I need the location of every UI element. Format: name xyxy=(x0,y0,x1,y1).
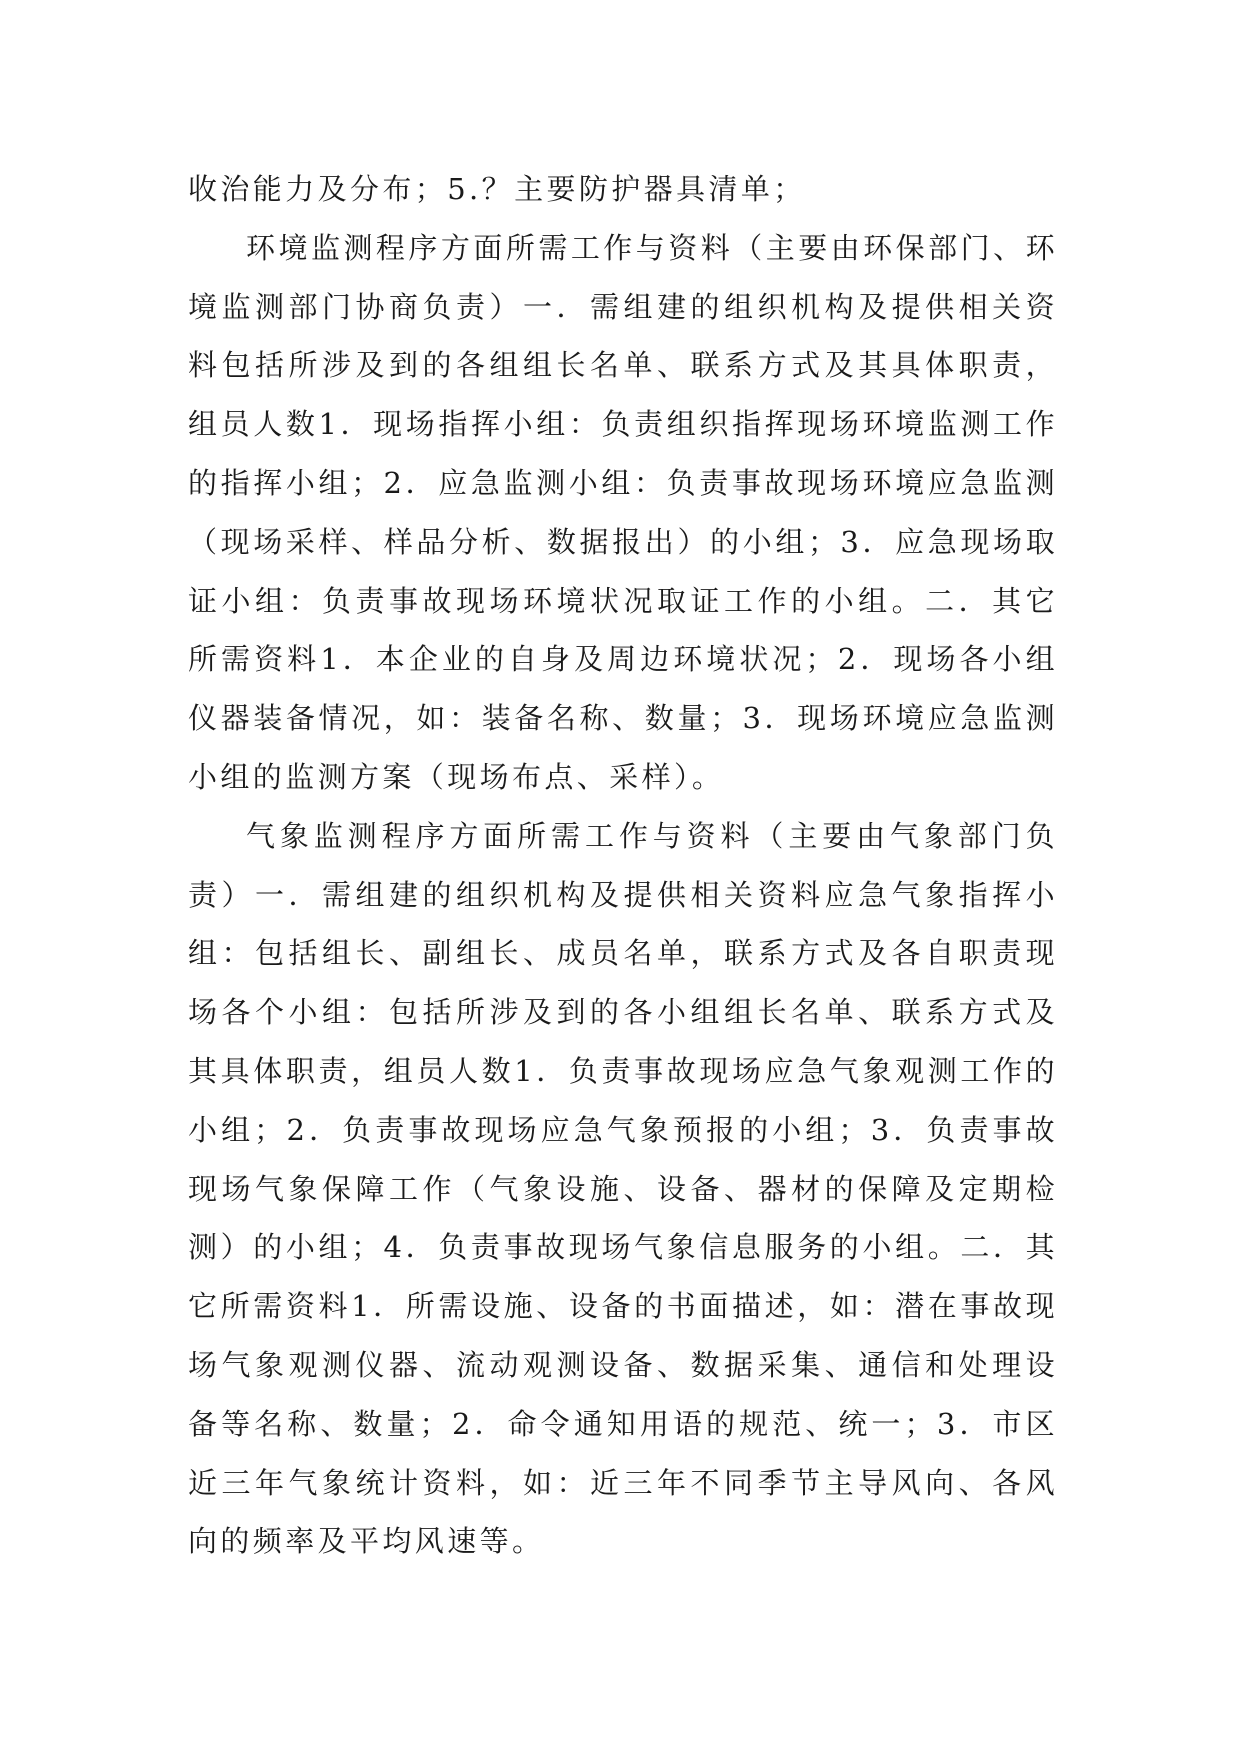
paragraph-environment-monitoring: 环境监测程序方面所需工作与资料（主要由环保部门、环境监测部门协商负责）一．需组建的组织机构及提供相关资料包括所涉及到的各组组长名单、联系方式及其具体职责，组员人数1．现场指挥小组：负责组织指挥现场环境监测工作的指挥小组；2．应急监测小组：负责事故现场环境应急监测（现场采样、样品分析、数据报出）的小组；3．应急现场取证小组：负责事故现场环境状况取证工作的小组。二．其它所需资料1．本企业的自身及周边环境状况；2．现场各小组仪器装备情况，如：装备名称、数量；3．现场环境应急监测小组的监测方案（现场布点、采样）。 xyxy=(188,230,1058,794)
paragraph-continuation: 收治能力及分布；5.？主要防护器具清单； xyxy=(188,172,806,206)
paragraph-weather-monitoring: 气象监测程序方面所需工作与资料（主要由气象部门负责）一．需组建的组织机构及提供相关资料应急气象指挥小组：包括组长、副组长、成员名单，联系方式及各自职责现场各个小组：包括所涉及到的各小组组长名单、联系方式及其具体职责，组员人数1．负责事故现场应急气象观测工作的小组；2．负责事故现场应急气象预报的小组；3．负责事故现场气象保障工作（气象设施、设备、器材的保障及定期检测）的小组；4．负责事故现场气象信息服务的小组。二．其它所需资料1．所需设施、设备的书面描述，如：潜在事故现场气象观测仪器、流动观测设备、数据采集、通信和处理设备等名称、数量；2．命令通知用语的规范、统一；3．市区近三年气象统计资料，如：近三年不同季节主导风向、各风向的频率及平均风速等。 xyxy=(188,818,1058,1559)
document-body xyxy=(188,160,1058,1571)
